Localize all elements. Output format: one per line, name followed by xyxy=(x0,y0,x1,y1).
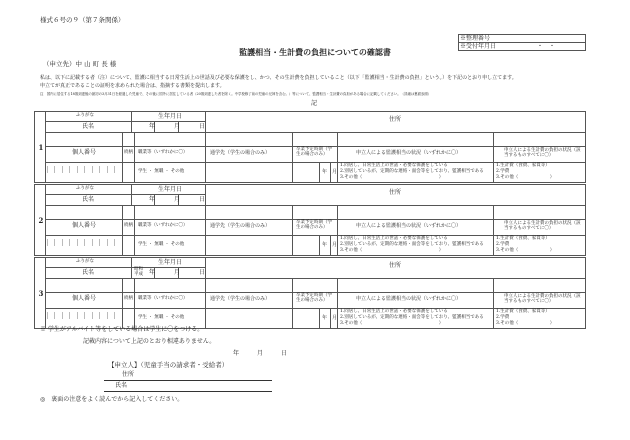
furigana-label: ふりがな xyxy=(76,185,94,191)
guardian-header: 申立人による監護相当の状況（いずれかに〇） xyxy=(356,223,462,229)
cost-option-1: 1.生計費（食費、家賃等） xyxy=(496,309,550,314)
grid-line-v xyxy=(493,205,494,256)
id-digit-grid xyxy=(47,239,121,246)
job-options: 学生 ・ 無職 ・ その他 xyxy=(138,315,185,320)
intro-line-1: 私は、以下に記載する者（注）について、監護に相当する日常生活上の世話及び必要な保護をし、かつ、その生計費を負担していること（以下「監護相当・生計費の負担」という。）を下記のとおり申し立てます。 xyxy=(40,75,517,81)
name-row-line xyxy=(45,132,586,133)
declaration-date: 年 月 日 xyxy=(233,350,288,357)
guardian-option-3: 3.その他（ ） xyxy=(340,248,444,253)
birth-month-label: 月 xyxy=(174,122,181,130)
grid-line-v xyxy=(319,235,320,256)
grid-line-v xyxy=(330,162,331,183)
cost-header: 申立人による生計費の負担の状況（該当するものすべてに〇） xyxy=(504,148,581,159)
grid-line-v xyxy=(134,278,135,329)
school-label: 通学先（学生の場合のみ） xyxy=(210,223,271,229)
ki-label: 記 xyxy=(311,100,318,107)
grid-line-v xyxy=(45,184,46,256)
grid-line-v xyxy=(122,205,123,256)
grid-line-v xyxy=(205,278,206,329)
name-row-line xyxy=(45,278,586,279)
address-label: 住所 xyxy=(389,262,402,269)
grid-line-v xyxy=(337,132,338,183)
grid-line-v xyxy=(205,111,206,132)
graduation-month: 月 xyxy=(332,315,338,321)
student-note: ※ 学生がアルバイト等をしている場合は学生に〇をつける。 xyxy=(40,326,204,333)
form-id: 様式６号の９（第７条関係） xyxy=(40,16,125,24)
grid-line-v xyxy=(134,132,135,183)
grid-line-v xyxy=(292,205,293,256)
name-label: 氏名 xyxy=(82,122,95,130)
birth-era-2: 平成 xyxy=(134,272,143,277)
row-number: 1 xyxy=(38,143,44,152)
id-number-label: 個人番号 xyxy=(72,149,97,156)
cost-option-3: 3.その他（ ） xyxy=(496,175,555,180)
name-label: 氏名 xyxy=(82,195,95,203)
name-underline xyxy=(104,391,272,392)
grid-line-v xyxy=(205,205,206,256)
graduation-header: 卒業予定時期（学生の場合のみ） xyxy=(296,293,332,304)
row-number: 3 xyxy=(38,289,44,298)
grid-line-v xyxy=(205,257,206,278)
cost-option-1: 1.生計費（食費、家賃等） xyxy=(496,236,550,241)
school-label: 通学先（学生の場合のみ） xyxy=(210,150,271,156)
intro-note: 注 国内に居住する18歳到達後の最初の3月31日を経過した児童で、その後に国外に居住している者（20歳到達した者を除く。中学校修了前の児童の兄姉を含む。）等について、監護相当・生計費の負担がある場合に記載してください。（詳細は裏面参照） xyxy=(40,92,432,96)
birth-label: 生年月日 xyxy=(158,185,183,193)
guardian-option-3: 3.その他（ ） xyxy=(340,321,444,326)
cost-header: 申立人による生計費の負担の状況（該当するものすべてに〇） xyxy=(504,221,581,232)
birth-month-label: 月 xyxy=(174,195,181,203)
grid-line-v xyxy=(205,132,206,183)
name-label: 氏名 xyxy=(82,268,95,276)
graduation-month: 月 xyxy=(332,169,338,175)
grid-line-v xyxy=(134,205,135,256)
receipt-date-label: ※受付年月日 xyxy=(460,42,497,50)
birth-year-label: 年 xyxy=(149,268,156,276)
guardian-option-1: 1.同居し、日常生活上の世話・必要な保護をしている xyxy=(340,236,448,241)
grid-line-v xyxy=(205,184,206,205)
job-options: 学生 ・ 無職 ・ その他 xyxy=(138,169,185,174)
furigana-line xyxy=(45,121,131,122)
school-label: 通学先（学生の場合のみ） xyxy=(210,296,271,302)
addressee: （申立先）中 山 町 長 様 xyxy=(43,60,117,68)
grid-line-v xyxy=(493,132,494,183)
furigana-line xyxy=(45,194,131,195)
id-number-label: 個人番号 xyxy=(72,295,97,302)
grid-line-v xyxy=(337,278,338,329)
receipt-date-dots: ・ ・ xyxy=(537,42,556,50)
graduation-year: 年 xyxy=(322,242,328,248)
furigana-line xyxy=(45,267,131,268)
graduation-header: 卒業予定時期（学生の場合のみ） xyxy=(296,147,332,158)
id-number-label: 個人番号 xyxy=(72,222,97,229)
grid-line-v xyxy=(292,132,293,183)
cost-option-2: 2.学費 xyxy=(496,242,510,247)
id-digit-grid xyxy=(47,312,121,319)
birth-year-label: 年 xyxy=(149,195,156,203)
graduation-header: 卒業予定時期（学生の場合のみ） xyxy=(296,220,332,231)
birth-day-label: 日 xyxy=(199,122,206,130)
grid-line-v xyxy=(45,111,46,183)
furigana-label: ふりがな xyxy=(76,112,94,118)
grid-line-v xyxy=(337,205,338,256)
back-note: ◎ 裏面の注意をよく読んでから記入してください。 xyxy=(40,396,184,403)
guardian-header: 申立人による監護相当の状況（いずれかに〇） xyxy=(356,296,462,302)
birth-day-label: 日 xyxy=(199,268,206,276)
receipt-number-label: ※整理番号 xyxy=(460,34,491,42)
grid-line-v xyxy=(122,278,123,329)
graduation-year: 年 xyxy=(322,315,328,321)
birth-day-label: 日 xyxy=(199,195,206,203)
birth-month-label: 月 xyxy=(174,268,181,276)
guardian-option-2: 2.別居しているが、定期的な連絡・面会等をしており、監護相当である xyxy=(340,242,484,247)
grid-line-v xyxy=(319,162,320,183)
cost-option-1: 1.生計費（食費、家賃等） xyxy=(496,163,550,168)
birth-label: 生年月日 xyxy=(158,112,183,120)
name-row-line xyxy=(45,205,586,206)
cost-option-2: 2.学費 xyxy=(496,169,510,174)
relation-label: 続柄 xyxy=(124,296,133,301)
grid-line-v xyxy=(330,235,331,256)
declaration: 記載内容について上記のとおり相違ありません。 xyxy=(83,338,216,345)
job-options: 学生 ・ 無職 ・ その他 xyxy=(138,242,185,247)
relation-label: 続柄 xyxy=(124,223,133,228)
guardian-header: 申立人による監護相当の状況（いずれかに〇） xyxy=(356,150,462,156)
birth-year-label: 年 xyxy=(149,122,156,130)
grid-line-v xyxy=(122,132,123,183)
address-underline xyxy=(104,380,272,381)
id-digit-grid xyxy=(47,166,121,173)
job-label: 職業等（いずれかに〇） xyxy=(138,223,188,228)
intro-line-2: 申立てが真正であることの証明を求められた場合は、指摘する書類を提出します。 xyxy=(40,83,225,89)
grid-line-v xyxy=(45,257,46,329)
cost-option-3: 3.その他（ ） xyxy=(496,248,555,253)
address-label: 住所 xyxy=(389,189,402,196)
job-label: 職業等（いずれかに〇） xyxy=(138,150,188,155)
guardian-option-3: 3.その他（ ） xyxy=(340,175,444,180)
row-number: 2 xyxy=(38,216,44,225)
birth-sub-line xyxy=(131,121,205,122)
graduation-month: 月 xyxy=(332,242,338,248)
furigana-label: ふりがな xyxy=(76,258,94,264)
grid-line-v xyxy=(493,278,494,329)
job-label: 職業等（いずれかに〇） xyxy=(138,296,188,301)
grid-line-v xyxy=(319,308,320,329)
guardian-option-1: 1.同居し、日常生活上の世話・必要な保護をしている xyxy=(340,163,448,168)
cost-option-2: 2.学費 xyxy=(496,315,510,320)
guardian-option-1: 1.同居し、日常生活上の世話・必要な保護をしている xyxy=(340,309,448,314)
graduation-year: 年 xyxy=(322,169,328,175)
applicant-address-label: 住所 xyxy=(122,371,135,378)
address-label: 住所 xyxy=(389,116,402,123)
birth-label: 生年月日 xyxy=(158,258,183,266)
applicant-name-label: 氏名 xyxy=(115,382,128,389)
guardian-option-2: 2.別居しているが、定期的な連絡・面会等をしており、監護相当である xyxy=(340,315,484,320)
guardian-option-2: 2.別居しているが、定期的な連絡・面会等をしており、監護相当である xyxy=(340,169,484,174)
birth-sub-line xyxy=(131,194,205,195)
grid-line-v xyxy=(292,278,293,329)
document-title: 監護相当・生計費の負担についての確認書 xyxy=(239,47,391,57)
applicant-label: 【申立人】（児童手当の請求者・受給者） xyxy=(108,361,229,369)
cost-header: 申立人による生計費の負担の状況（該当するものすべてに〇） xyxy=(504,294,581,305)
birth-era-1: 昭和 xyxy=(134,267,143,272)
relation-label: 続柄 xyxy=(124,150,133,155)
grid-line-v xyxy=(330,308,331,329)
cost-option-3: 3.その他（ ） xyxy=(496,321,555,326)
